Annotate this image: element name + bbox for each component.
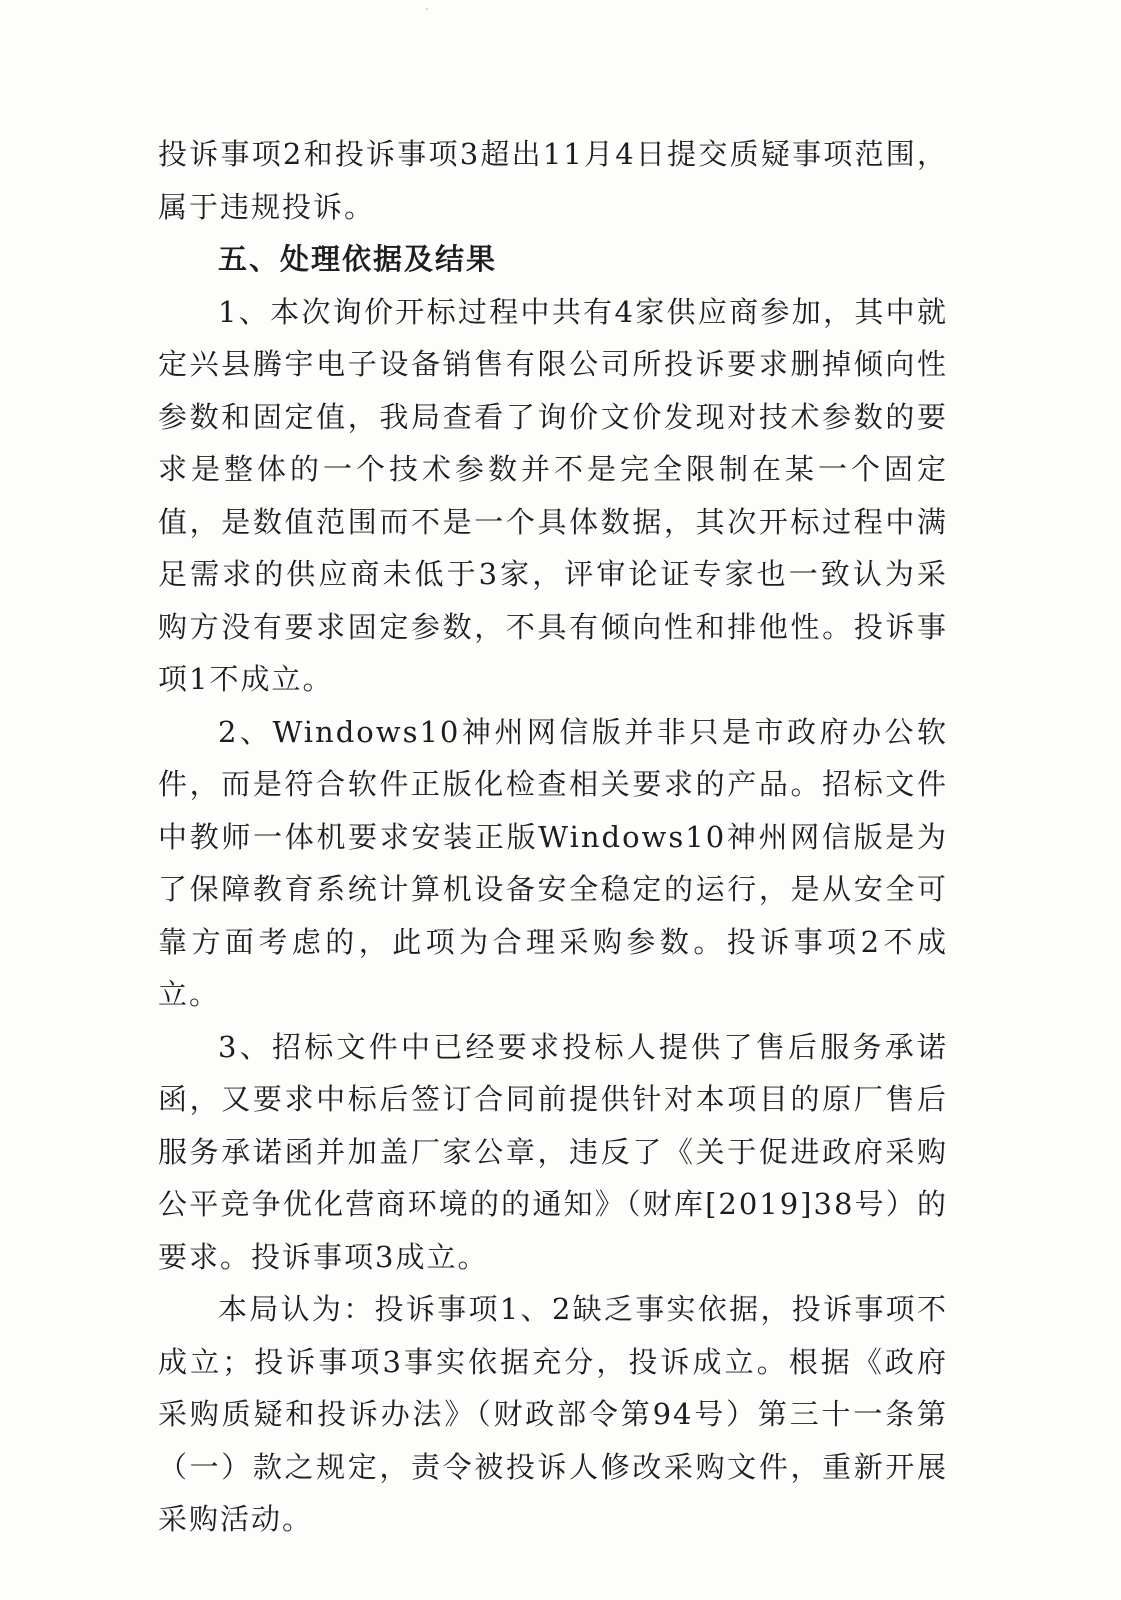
paragraph-item-2: 2、Windows10神州网信版并非只是市政府办公软件，而是符合软件正版化检查相关要求的产品。招标文件中教师一体机要求安装正版Windows10神州网信版是为了保障教育系统计算机设备安全稳定的运行，是从安全可靠方面考虑的，此项为合理采购参数。投诉事项2不成立。 (158, 714, 948, 1011)
paragraph-conclusion: 本局认为：投诉事项1、2缺乏事实依据，投诉事项不成立；投诉事项3事实依据充分，投诉成立。根据《政府采购质疑和投诉办法》（财政部令第94号）第三十一条第（一）款之规定，责令被投诉人修改采购文件，重新开展采购活动。 (158, 1292, 948, 1536)
document-body (158, 128, 948, 1546)
paragraph-item-3: 3、招标文件中已经要求投标人提供了售后服务承诺函，又要求中标后签订合同前提供针对本项目的原厂售后服务承诺函并加盖厂家公章，违反了《关于促进政府采购公平竞争优化营商环境的的通知》（财库[2019]38号）的要求。投诉事项3成立。 (158, 1029, 948, 1274)
section-heading: 五、处理依据及结果 (218, 242, 498, 276)
scan-speck (426, 8, 428, 10)
paragraph-continuation: 投诉事项2和投诉事项3超出11月4日提交质疑事项范围，属于违规投诉。 (158, 137, 948, 224)
paragraph-item-1: 1、本次询价开标过程中共有4家供应商参加，其中就定兴县腾宇电子设备销售有限公司所投诉要求删掉倾向性参数和固定值，我局查看了询价文价发现对技术参数的要求是整体的一个技术参数并不是完全限制在某一个固定值，是数值范围而不是一个具体数据，其次开标过程中满足需求的供应商未低于3家，评审论证专家也一致认为采购方没有要求固定参数，不具有倾向性和排他性。投诉事项1不成立。 (158, 294, 948, 696)
